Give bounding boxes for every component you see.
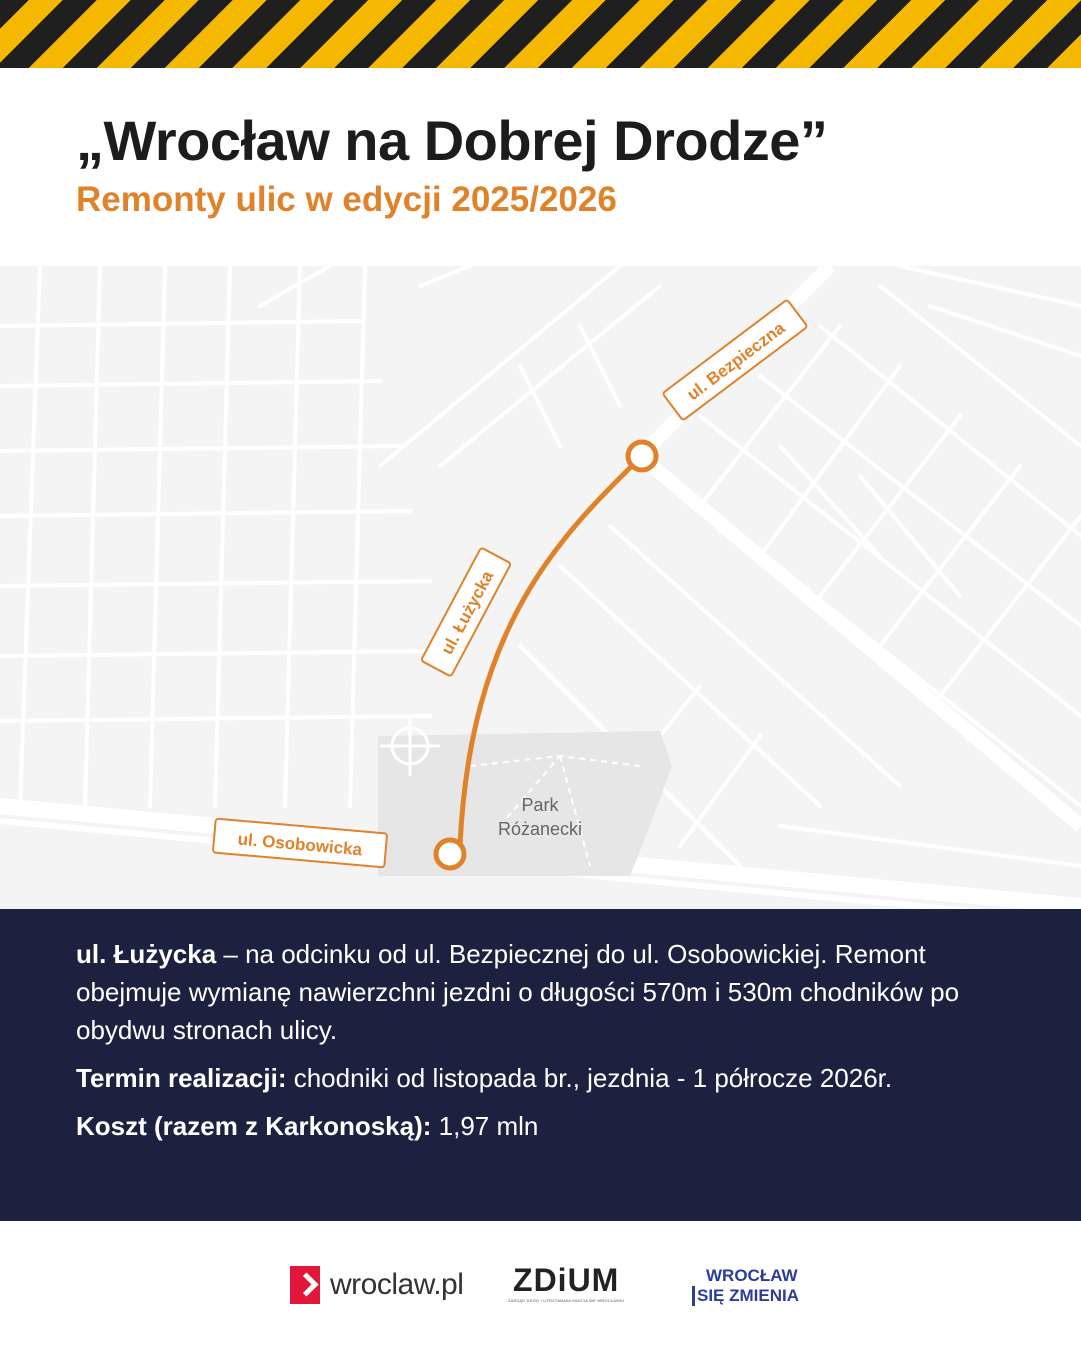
info-schedule-label: Termin realizacji: — [76, 1063, 287, 1093]
label-bezpieczna-text: ul. Bezpieczna — [683, 318, 789, 405]
info-schedule — [76, 1059, 1021, 1097]
info-street-name: ul. Łużycka — [76, 939, 217, 969]
map-area[interactable] — [0, 266, 1081, 910]
wroclaw-pl-chevron-icon — [290, 1266, 320, 1304]
wroclaw-sie-zmienia-logo[interactable] — [692, 1266, 799, 1306]
bezpieczna-road — [640, 456, 1081, 826]
route-start-marker[interactable] — [628, 442, 656, 470]
info-cost — [76, 1107, 1021, 1145]
info-cost-label: Koszt (razem z Karkonoską): — [76, 1111, 432, 1141]
label-luzycka-text: ul. Łużycka — [437, 567, 498, 658]
label-osobowicka — [213, 819, 387, 868]
wsz-logo-line1: WROCŁAW — [706, 1266, 798, 1285]
wroclaw-pl-logo[interactable] — [290, 1266, 463, 1304]
wroclaw-pl-logo-text: wroclaw.pl — [330, 1268, 464, 1301]
info-description — [76, 935, 1021, 1049]
page-title: „Wrocław na Dobrej Drodze” — [76, 109, 828, 172]
page-subtitle: Remonty ulic w edycji 2025/2026 — [76, 180, 617, 219]
zdium-logo-text: ZDiUM — [513, 1262, 620, 1298]
info-schedule-text: chodniki od listopada br., jezdnia - 1 półrocze 2026r. — [286, 1063, 893, 1093]
zdium-logo[interactable] — [508, 1262, 624, 1303]
hazard-stripe-banner — [0, 0, 1081, 68]
info-description-text: – na odcinku od ul. Bezpiecznej do ul. Osobowickiej. Remont obejmuje wymianę nawierzchni jezdni o długości 570m i 530m chodników po obydwu stronach ulicy. — [76, 939, 960, 1045]
label-osobowicka-text: ul. Osobowicka — [236, 829, 363, 860]
route-end-marker[interactable] — [436, 840, 464, 868]
label-bezpieczna — [662, 299, 807, 420]
map-canvas — [0, 266, 1081, 910]
wsz-logo-line2: SIĘ ZMIENIA — [692, 1286, 799, 1306]
info-panel — [0, 909, 1081, 1221]
park-label-line2: Różanecki — [497, 819, 583, 839]
zdium-logo-subtext: ZARZĄD DRÓG I UTRZYMANIA MIASTA WE WROCŁAWIU — [508, 1298, 625, 1303]
park-label-line1: Park — [521, 795, 559, 815]
info-cost-text: 1,97 mln — [431, 1111, 539, 1141]
